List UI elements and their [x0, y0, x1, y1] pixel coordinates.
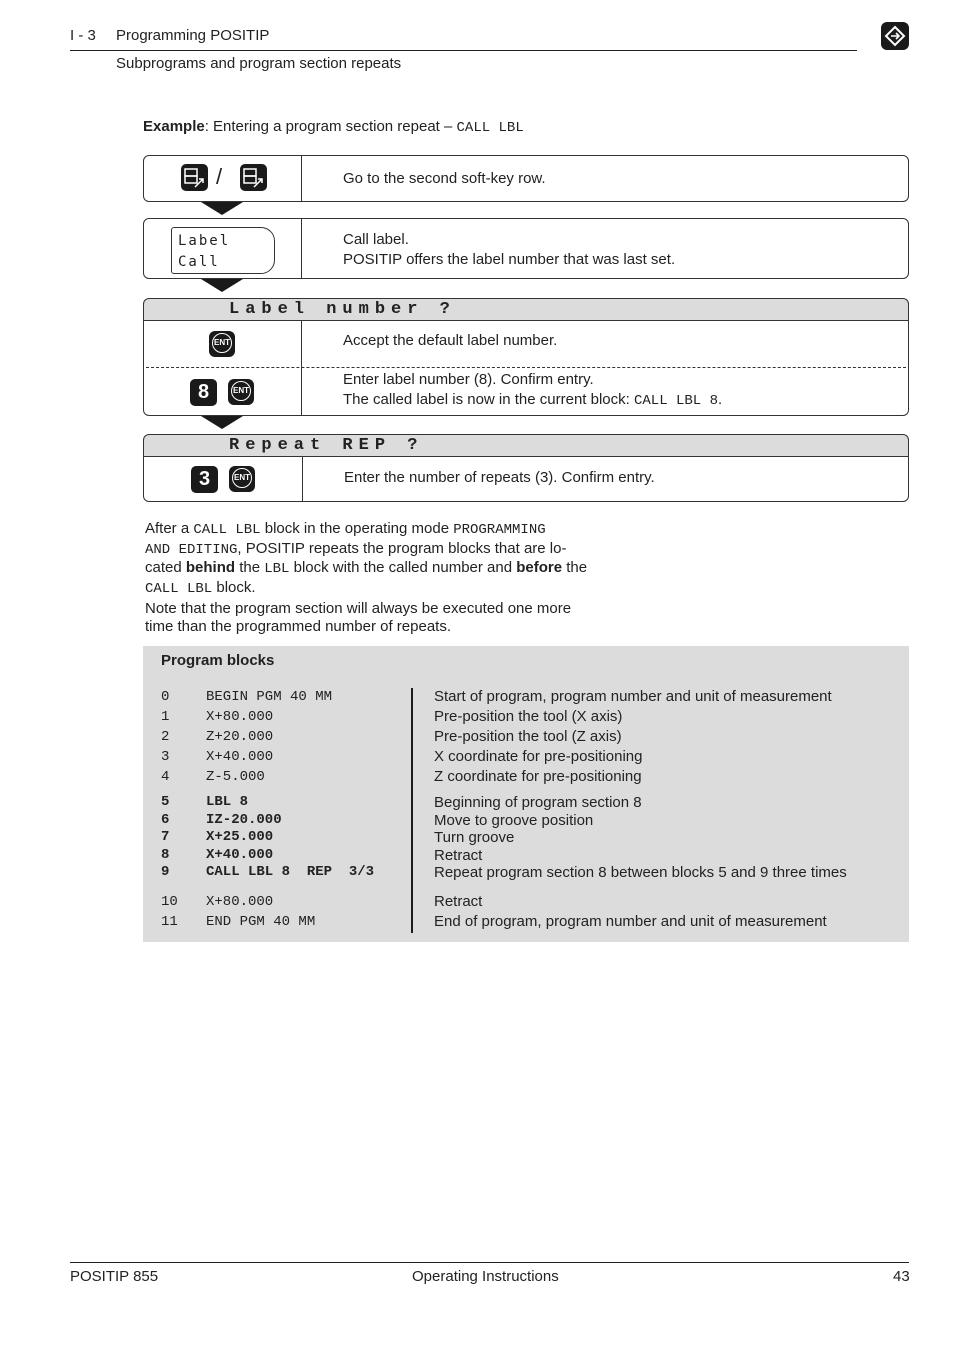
step-description: Enter the number of repeats (3). Confirm entry. [344, 469, 655, 486]
block-code: X+40.000 [206, 846, 274, 863]
flow-arrow-icon [201, 202, 243, 215]
block-description: Pre-position the tool (X axis) [434, 708, 623, 725]
block-code: END PGM 40 MM [206, 914, 316, 930]
block-description: Retract [434, 846, 483, 864]
step-divider [301, 219, 302, 278]
example-code: CALL LBL [456, 120, 524, 136]
block-description: Pre-position the tool (Z axis) [434, 728, 622, 745]
step-description-line-1: Call label. [343, 231, 409, 248]
prompt-underline [143, 320, 909, 321]
softkey-row-right-icon[interactable] [240, 164, 267, 191]
dialog-prompt-label-number [143, 298, 909, 320]
block-code: Z+20.000 [206, 729, 274, 745]
step-divider [302, 456, 303, 501]
prompt-text: Repeat REP ? [229, 436, 424, 455]
program-blocks-title: Program blocks [161, 652, 275, 669]
example-heading [143, 118, 524, 136]
block-number: 2 [161, 729, 170, 745]
block-description: Repeat program section 8 between blocks 5 and 9 three times [434, 864, 847, 881]
section-subtitle: Subprograms and program section repeats [116, 55, 402, 72]
block-code: LBL 8 [206, 794, 249, 810]
block-code: CALL LBL 8 REP 3/3 [206, 864, 375, 880]
block-number: 10 [161, 894, 178, 910]
chapter-number: I - 3 [70, 27, 96, 44]
key-separator: / [216, 164, 223, 189]
step-description-line-2: POSITIP offers the label number that was last set. [343, 251, 676, 268]
column-divider [411, 688, 413, 933]
block-description: X coordinate for pre-positioning [434, 748, 643, 765]
chapter-title: Programming POSITIP [116, 27, 270, 44]
step-divider [301, 156, 302, 201]
block-code: X+80.000 [206, 709, 274, 725]
softkey-line-1: Label [178, 233, 231, 249]
programming-mode-icon [881, 22, 909, 50]
ent-key-icon[interactable]: ENT [229, 466, 255, 492]
explanation-paragraph: After a CALL LBL block in the operating mode PROGRAMMING AND EDITING, POSITIP repeats the program blocks that are lo- cated behind the LBL block with the called number and before the CALL LBL block. [145, 520, 588, 597]
step-description: Go to the second soft-key row. [343, 170, 546, 187]
block-description: Move to groove position [434, 811, 594, 829]
block-number: 1 [161, 709, 170, 725]
example-label: Example [143, 118, 205, 135]
block-number: 11 [161, 914, 178, 930]
step-description-line-1: Enter label number (8). Confirm entry. [343, 371, 594, 388]
softkey-line-2: Call [178, 254, 220, 270]
current-block-code: CALL LBL 8 [634, 393, 719, 409]
prompt-underline [143, 456, 909, 457]
prompt-text: Label number ? [229, 300, 456, 319]
flow-arrow-icon [201, 416, 243, 429]
block-number: 6 [161, 811, 170, 828]
block-description: Beginning of program section 8 [434, 794, 642, 811]
block-description: Start of program, program number and unit of measurement [434, 688, 832, 705]
block-code: Z-5.000 [206, 769, 265, 785]
footer-product: POSITIP 855 [70, 1268, 159, 1285]
block-number: 4 [161, 769, 170, 785]
page-number: 43 [893, 1268, 910, 1285]
ent-key-icon[interactable]: ENT [228, 379, 254, 405]
block-description: Retract [434, 893, 483, 910]
header-rule [70, 50, 857, 51]
footer-rule [70, 1262, 909, 1263]
block-number: 9 [161, 864, 170, 880]
example-text: : Entering a program section repeat – [204, 118, 457, 135]
block-description: Z coordinate for pre-positioning [434, 768, 642, 785]
block-number: 5 [161, 794, 170, 810]
note-paragraph: Note that the program section will always be executed one more time than the programmed number of repeats. [145, 600, 572, 635]
block-number: 7 [161, 829, 170, 845]
block-code: BEGIN PGM 40 MM [206, 689, 333, 705]
block-code: IZ-20.000 [206, 811, 282, 828]
ent-key-icon[interactable]: ENT [209, 331, 235, 357]
block-code: X+25.000 [206, 829, 274, 845]
block-description: Turn groove [434, 829, 515, 846]
block-number: 3 [161, 749, 170, 765]
step-description: Accept the default label number. [343, 332, 558, 349]
option-divider [146, 367, 906, 368]
footer-document: Operating Instructions [412, 1268, 559, 1285]
block-number: 0 [161, 689, 170, 705]
block-code: X+40.000 [206, 749, 274, 765]
step-description-line-2: The called label is now in the current block: CALL LBL 8. [343, 391, 723, 409]
digit-3-key[interactable]: 3 [191, 466, 218, 493]
program-blocks-panel [143, 646, 909, 942]
digit-8-key[interactable]: 8 [190, 379, 217, 406]
softkey-row-left-icon[interactable] [181, 164, 208, 191]
block-number: 8 [161, 846, 170, 863]
label-call-softkey[interactable] [171, 227, 275, 274]
dialog-prompt-repeat [143, 434, 909, 456]
block-code: X+80.000 [206, 894, 274, 910]
block-description: End of program, program number and unit of measurement [434, 913, 827, 930]
flow-arrow-icon [201, 279, 243, 292]
